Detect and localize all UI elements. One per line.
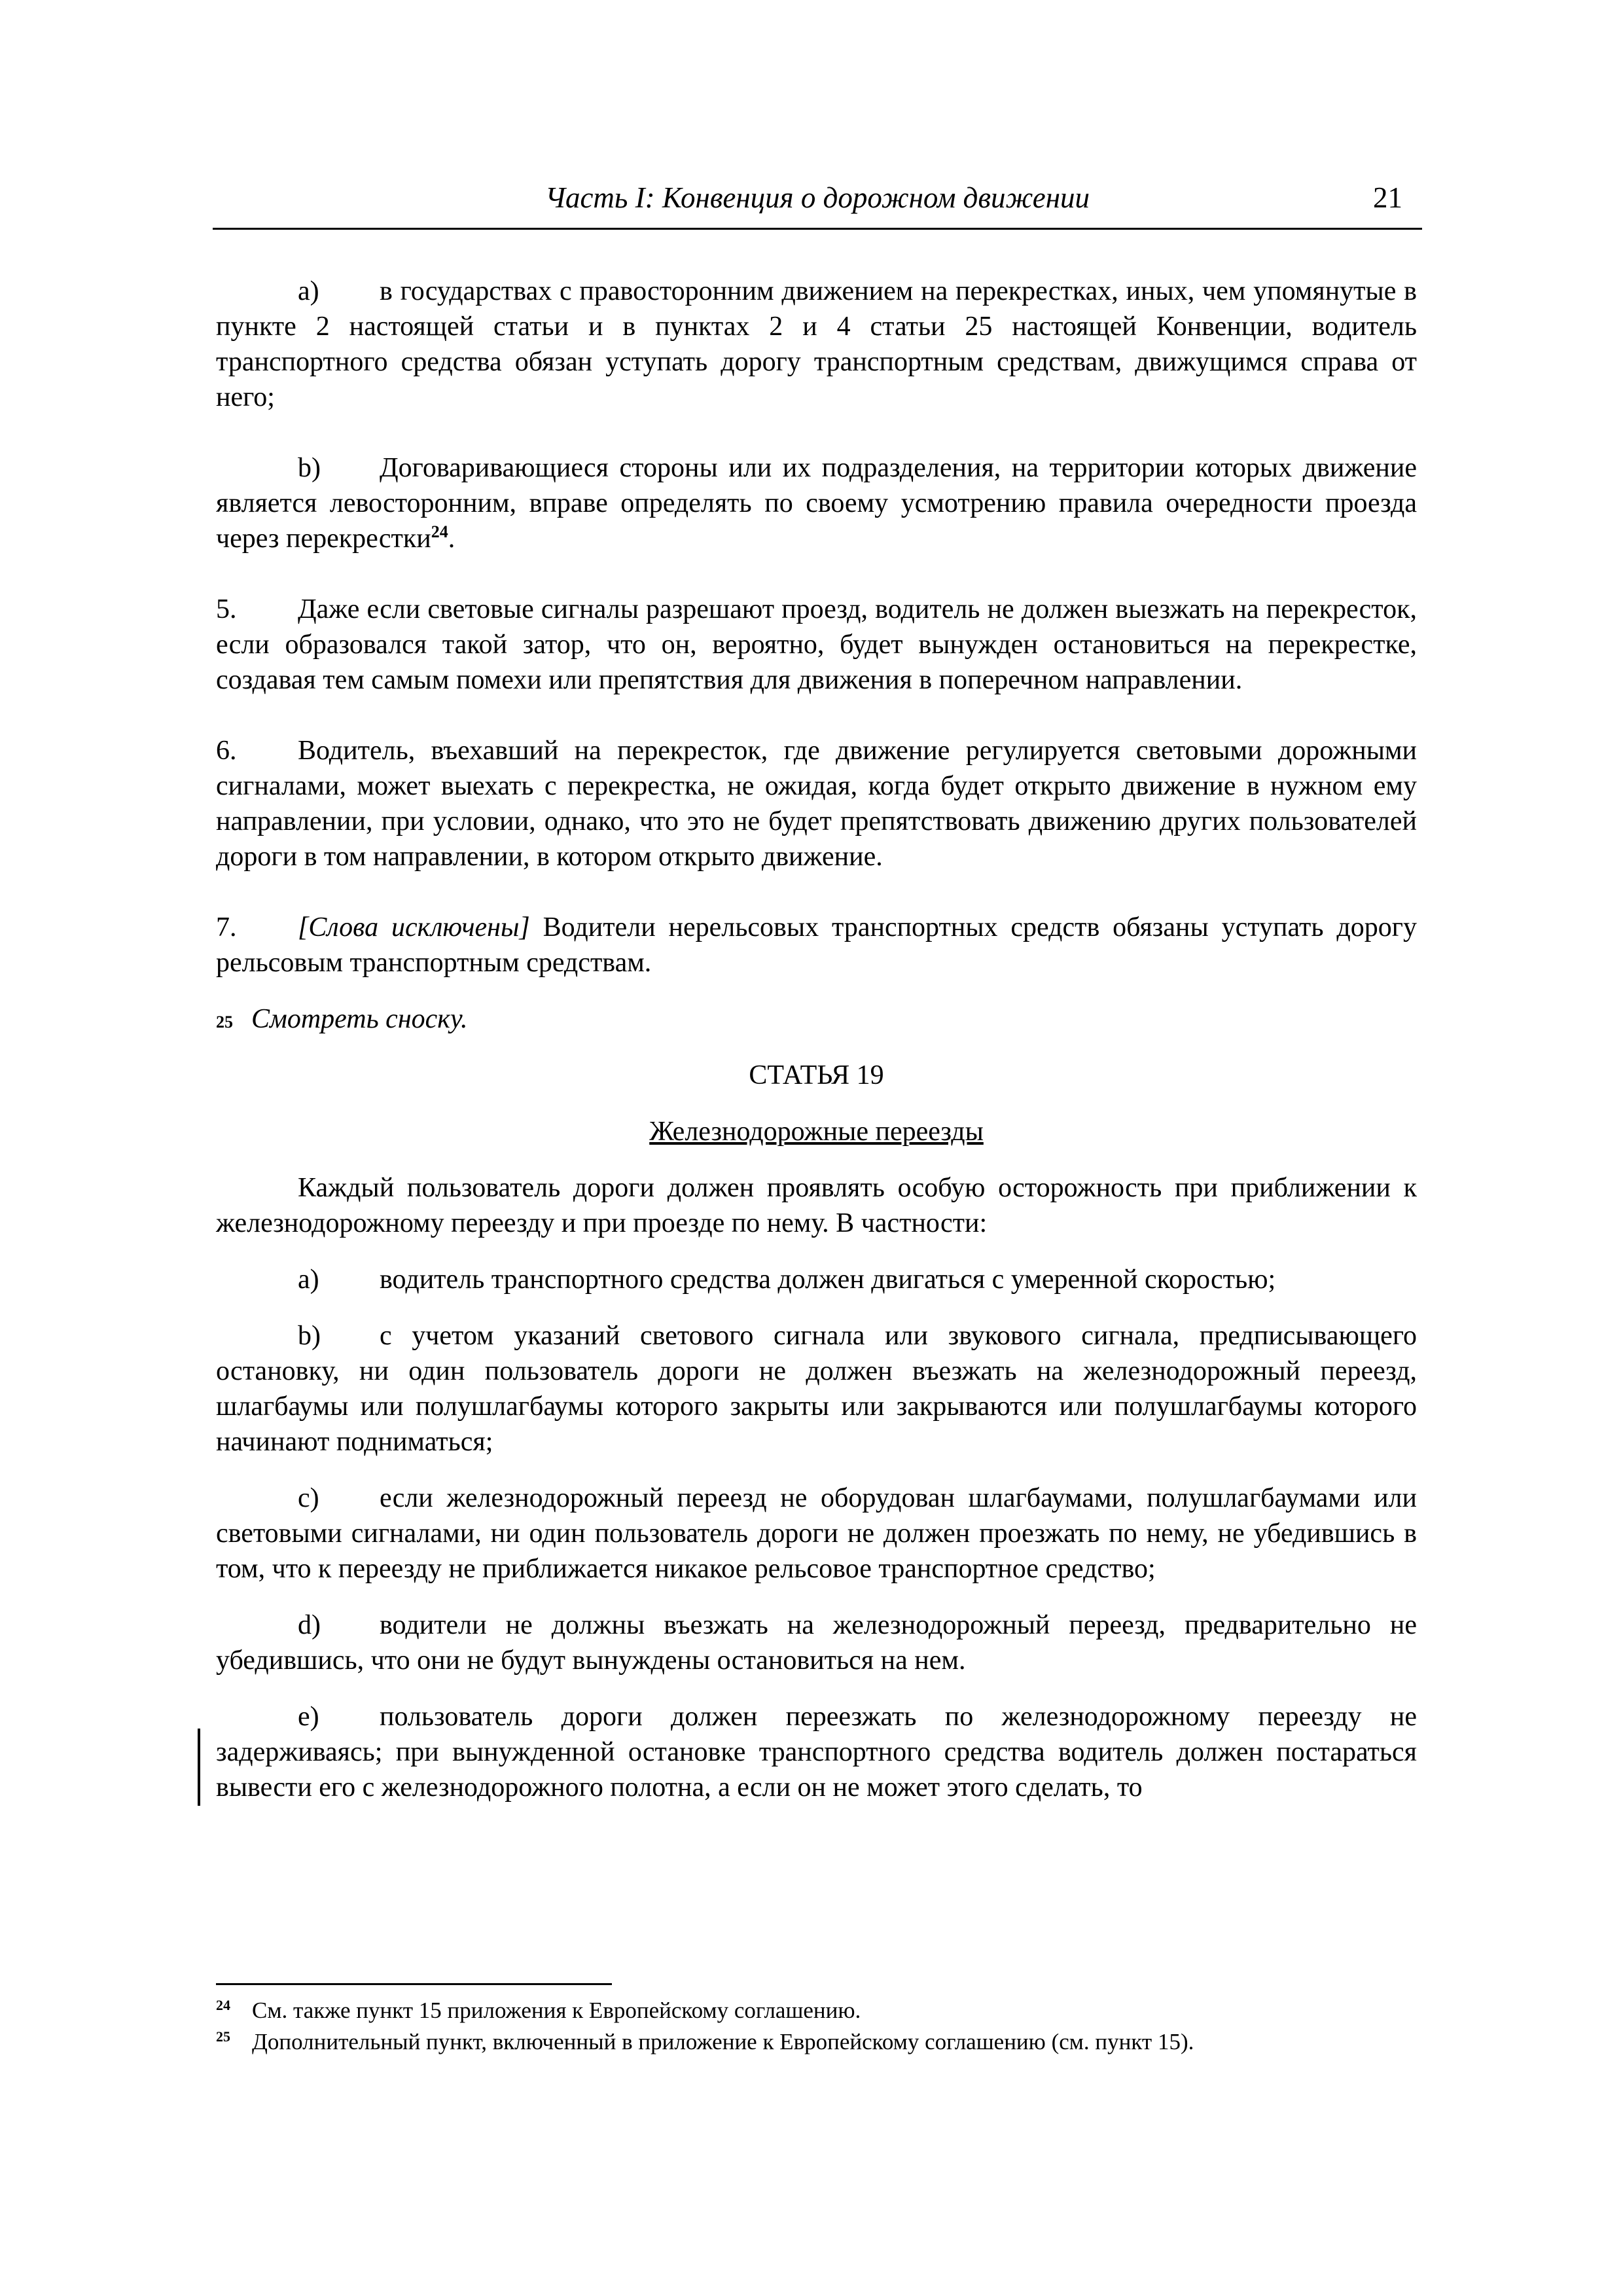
item-label: b)	[298, 1321, 321, 1351]
article-item-a	[216, 1262, 1417, 1297]
footnote-text: См. также пункт 15 приложения к Европейскому соглашению.	[252, 1998, 861, 2023]
item-text: в государствах с правосторонним движением на перекрестках, иных, чем упомянутые в пункте 2 настоящей статьи и в пунктах 2 и 4 статьи 25 настоящей Конвенции, водитель транспортного средства обязан уступать дорогу транспортным средствам, движущимся справа от него;	[216, 276, 1417, 412]
item-label: a)	[298, 1265, 319, 1295]
item-label: e)	[298, 1702, 319, 1732]
footnote-24	[216, 1996, 1417, 2028]
item-label: 5.	[216, 594, 237, 624]
paragraph-7	[216, 910, 1417, 980]
item-text: Договаривающиеся стороны или их подразделения, на территории которых движение является левосторонним, вправе определять по своему усмотрению правила очередности проезда через перекрестки	[216, 453, 1417, 554]
article-heading: СТАТЬЯ 19	[749, 1060, 884, 1090]
footnote-number: 25	[216, 2028, 230, 2045]
page-body	[216, 274, 1417, 1805]
article-subheading	[216, 1114, 1417, 1149]
article-item-c	[216, 1480, 1417, 1587]
paragraph-b	[216, 450, 1417, 556]
page-header	[213, 175, 1422, 230]
running-title: Часть I: Конвенция о дорожном движении	[544, 181, 1090, 214]
footnote-text: Дополнительный пункт, включенный в приложение к Европейскому соглашению (см. пункт 15).	[252, 2029, 1194, 2054]
article-item-d	[216, 1607, 1417, 1678]
item-text: с учетом указаний светового сигнала или звукового сигнала, предписывающего остановку, ни один пользователь дороги не должен въезжать на железнодорожный переезд, шлагбаумы или полушлагбаумы которого закрыты или закрываются или полушлагбаумы которого начинают подниматься;	[216, 1321, 1417, 1457]
footnote-25	[216, 2028, 1417, 2059]
paragraph-a	[216, 274, 1417, 415]
paragraph-25: 25 Смотреть сноску.	[216, 1001, 1417, 1037]
article-item-b	[216, 1318, 1417, 1460]
item-label: a)	[298, 276, 319, 306]
article-item-e	[216, 1699, 1417, 1805]
paragraph-6	[216, 733, 1417, 874]
footnotes	[216, 1996, 1417, 2059]
item-label: c)	[298, 1483, 319, 1513]
article-subheading-text: Железнодорожные переезды	[649, 1117, 984, 1147]
item-label: b)	[298, 453, 321, 483]
paragraph-5	[216, 592, 1417, 698]
deleted-words-note: [Слова исключены]	[298, 912, 530, 942]
item-label: 7.	[216, 912, 237, 942]
footnote-ref-24[interactable]: 24	[431, 522, 448, 541]
revision-change-bar	[198, 1729, 200, 1806]
footnote-number: 24	[216, 1997, 230, 2013]
item-tail: .	[448, 524, 455, 554]
item-text: Водители нерельсовых транспортных средств обязаны уступать дорогу рельсовым транспортным средствам.	[216, 912, 1417, 978]
see-footnote-text: Смотреть сноску.	[251, 1004, 468, 1034]
item-label: 6.	[216, 736, 237, 766]
item-text: Даже если световые сигналы разрешают проезд, водитель не должен выезжать на перекресток, если образовался такой затор, что он, вероятно, будет вынужден остановиться на перекрестке, создавая тем самым помехи или препятствия для движения в поперечном направлении.	[216, 594, 1417, 695]
item-text: водитель транспортного средства должен двигаться с умеренной скоростью;	[380, 1265, 1276, 1295]
item-text: Водитель, въехавший на перекресток, где движение регулируется световыми дорожными сигналами, может выехать с перекрестка, не ожидая, когда будет открыто движение в нужном ему направлении, при условии, однако, что это не будет препятствовать движению других пользователей дороги в том направлении, в котором открыто движение.	[216, 736, 1417, 872]
item-text: пользователь дороги должен переезжать по железнодорожному переезду не задерживаясь; при вынужденной остановке транспортного средства водитель должен постараться вывести его с железнодорожного полотна, а если он не может этого сделать, то	[216, 1702, 1417, 1803]
item-text: водители не должны въезжать на железнодорожный переезд, предварительно не убедившись, что они не будут вынуждены остановиться на нем.	[216, 1610, 1417, 1676]
article-intro: Каждый пользователь дороги должен проявлять особую осторожность при приближении к железнодорожному переезду и при проезде по нему. В частности:	[216, 1173, 1417, 1238]
footnote-separator	[216, 1983, 612, 1985]
page-number: 21	[1373, 181, 1402, 214]
item-text: если железнодорожный переезд не оборудован шлагбаумами, полушлагбаумами или световыми сигналами, ни один пользователь дороги не должен проезжать по нему, не убедившись в том, что к переезду не приближается никакое рельсовое транспортное средство;	[216, 1483, 1417, 1584]
item-label: d)	[298, 1610, 321, 1640]
